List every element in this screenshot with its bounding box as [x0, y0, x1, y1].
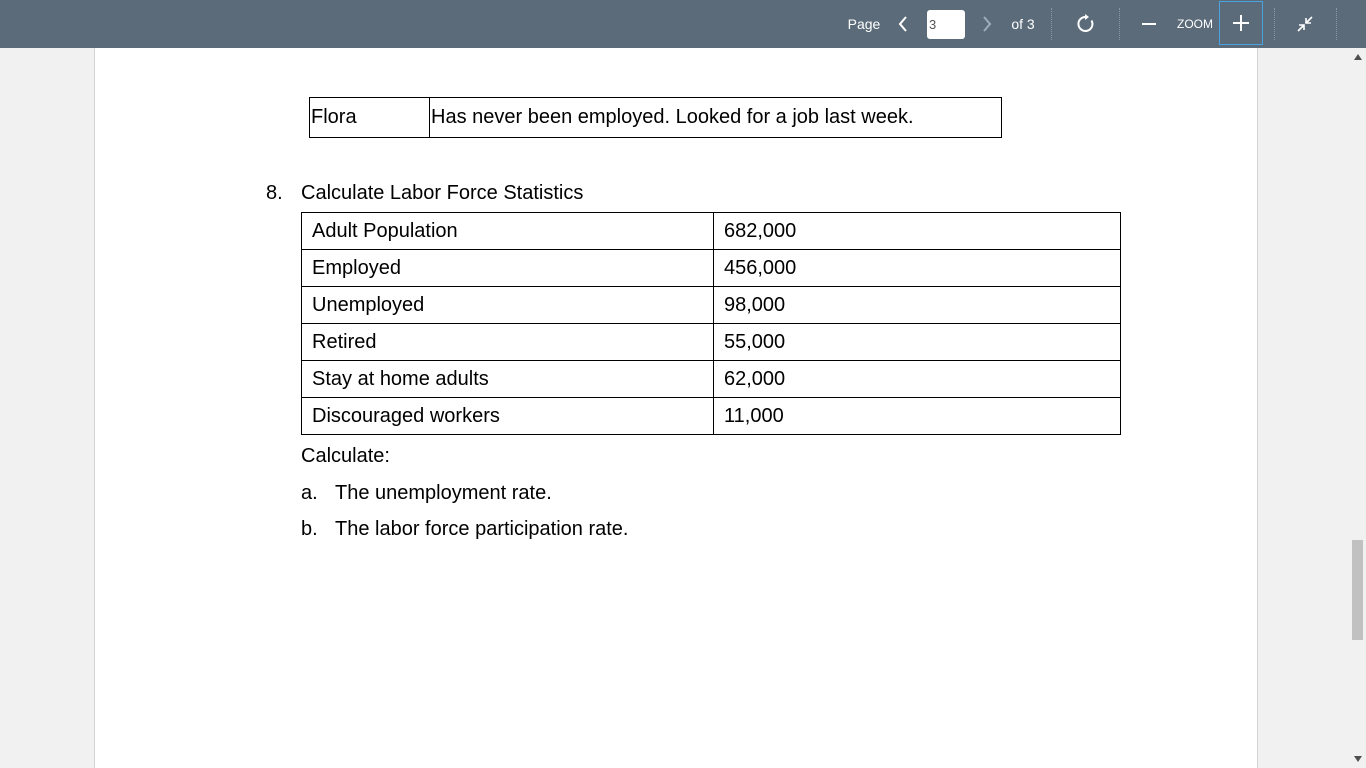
table-row — [302, 398, 1121, 435]
toolbar-divider — [1051, 8, 1052, 40]
stat-value-cell: 456,000 — [714, 250, 1121, 287]
collapse-icon — [1296, 15, 1314, 33]
table-row — [302, 324, 1121, 361]
stat-value-cell: 682,000 — [714, 213, 1121, 250]
list-item — [301, 518, 629, 541]
stat-label-cell: Unemployed — [302, 287, 714, 324]
minus-icon — [1141, 16, 1157, 32]
stat-value-cell: 62,000 — [714, 361, 1121, 398]
table-row — [302, 213, 1121, 250]
chevron-right-icon — [982, 16, 992, 32]
prev-page-button[interactable] — [892, 0, 914, 48]
viewer-toolbar — [0, 0, 1366, 48]
item-letter: b. — [301, 518, 318, 540]
chevron-left-icon — [898, 16, 908, 32]
zoom-out-button[interactable] — [1134, 0, 1164, 48]
employment-status-table — [309, 97, 1002, 138]
table-row — [302, 287, 1121, 324]
page-label: Page — [847, 16, 881, 32]
status-description-cell: Has never been employed. Looked for a job last week. — [430, 98, 1002, 138]
scrollbar-thumb[interactable] — [1352, 540, 1363, 640]
list-item — [301, 482, 552, 505]
toolbar-divider — [1274, 8, 1275, 40]
stat-label-cell: Retired — [302, 324, 714, 361]
exit-fullscreen-button[interactable] — [1288, 0, 1322, 48]
triangle-down-icon — [1354, 756, 1362, 762]
item-text: The unemployment rate. — [335, 482, 552, 504]
zoom-label: ZOOM — [1177, 17, 1213, 31]
page-number-input[interactable] — [927, 10, 965, 39]
stat-label-cell: Adult Population — [302, 213, 714, 250]
toolbar-divider — [1336, 8, 1337, 40]
question-heading — [266, 182, 583, 205]
document-viewport — [0, 48, 1350, 768]
scroll-up-button[interactable] — [1353, 52, 1363, 62]
item-letter: a. — [301, 482, 318, 504]
next-page-button[interactable] — [976, 0, 998, 48]
item-text: The labor force participation rate. — [335, 518, 629, 540]
rotate-icon — [1076, 14, 1096, 34]
triangle-up-icon — [1354, 54, 1362, 60]
zoom-in-button[interactable] — [1219, 1, 1263, 45]
stat-value-cell: 98,000 — [714, 287, 1121, 324]
calculate-label: Calculate: — [301, 445, 390, 467]
labor-statistics-table — [301, 212, 1121, 435]
table-row — [310, 98, 1002, 138]
toolbar-divider — [1119, 8, 1120, 40]
scroll-down-button[interactable] — [1353, 754, 1363, 764]
table-row — [302, 250, 1121, 287]
stat-label-cell: Employed — [302, 250, 714, 287]
person-name-cell: Flora — [310, 98, 430, 138]
document-page — [94, 48, 1258, 768]
question-number: 8. — [266, 182, 283, 204]
rotate-button[interactable] — [1068, 0, 1104, 48]
stat-label-cell: Stay at home adults — [302, 361, 714, 398]
vertical-scrollbar[interactable] — [1350, 48, 1366, 768]
page-count: of 3 — [1011, 16, 1035, 32]
plus-icon — [1232, 14, 1250, 32]
stat-value-cell: 11,000 — [714, 398, 1121, 435]
stat-value-cell: 55,000 — [714, 324, 1121, 361]
stat-label-cell: Discouraged workers — [302, 398, 714, 435]
table-row — [302, 361, 1121, 398]
question-title: Calculate Labor Force Statistics — [301, 182, 584, 204]
